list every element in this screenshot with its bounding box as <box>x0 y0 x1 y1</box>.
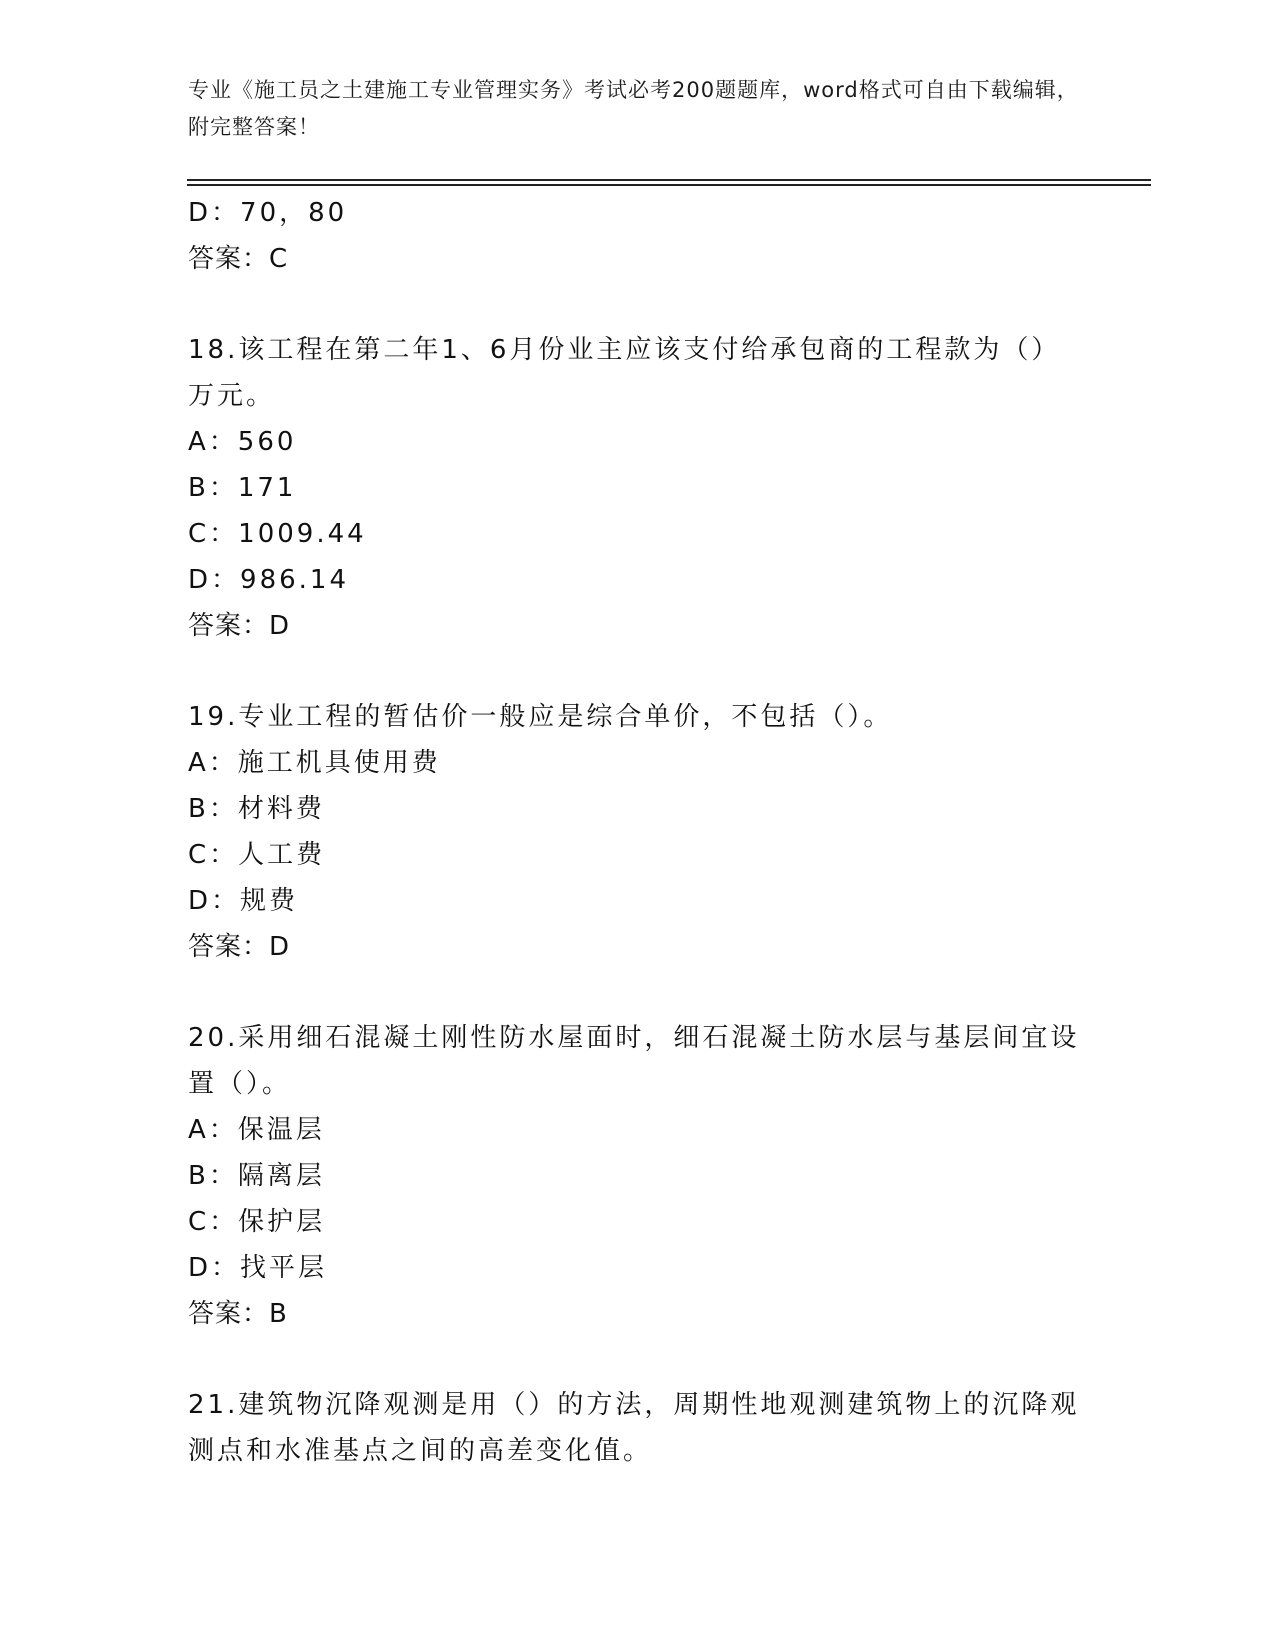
question-20 <box>188 1015 1088 1337</box>
header-divider-top <box>187 179 1151 181</box>
option-c: C：人工费 <box>188 840 326 870</box>
option-b: B：隔离层 <box>188 1161 325 1191</box>
option-c: C：1009.44 <box>188 519 367 549</box>
header-divider-bottom <box>187 184 1151 186</box>
question-18 <box>188 327 1088 649</box>
option-d: D：70，80 <box>188 198 348 228</box>
answer-line: 答案：C <box>188 244 289 274</box>
option-b: B：171 <box>188 473 297 503</box>
option-a: A：560 <box>188 427 297 457</box>
document-title: 专业《施工员之土建施工专业管理实务》考试必考200题题库，word格式可自由下载编辑，附完整答案！ <box>188 78 1079 139</box>
question-stem: 21.建筑物沉降观测是用（）的方法，周期性地观测建筑物上的沉降观测点和水准基点之间的高差变化值。 <box>188 1390 1080 1466</box>
option-d: D：规费 <box>188 886 299 916</box>
question-stem: 19.专业工程的暂估价一般应是综合单价，不包括（）。 <box>188 702 893 732</box>
question-stem: 18.该工程在第二年1、6月份业主应该支付给承包商的工程款为（）万元。 <box>188 335 1061 411</box>
spacer <box>188 970 1088 1015</box>
option-d: D：986.14 <box>188 565 349 595</box>
question-21 <box>188 1382 1088 1474</box>
spacer <box>188 649 1088 694</box>
page-content <box>188 190 1088 1474</box>
option-d: D：找平层 <box>188 1253 328 1283</box>
answer-line: 答案：D <box>188 932 291 962</box>
option-c: C：保护层 <box>188 1207 326 1237</box>
option-a: A：保温层 <box>188 1115 325 1145</box>
document-header <box>188 72 1088 146</box>
answer-line: 答案：B <box>188 1299 288 1329</box>
answer-line: 答案：D <box>188 611 291 641</box>
spacer <box>188 282 1088 327</box>
question-19 <box>188 694 1088 970</box>
question-stem: 20.采用细石混凝土刚性防水屋面时，细石混凝土防水层与基层间宜设置（）。 <box>188 1023 1080 1099</box>
option-a: A：施工机具使用费 <box>188 748 441 778</box>
option-b: B：材料费 <box>188 794 325 824</box>
spacer <box>188 1337 1088 1382</box>
